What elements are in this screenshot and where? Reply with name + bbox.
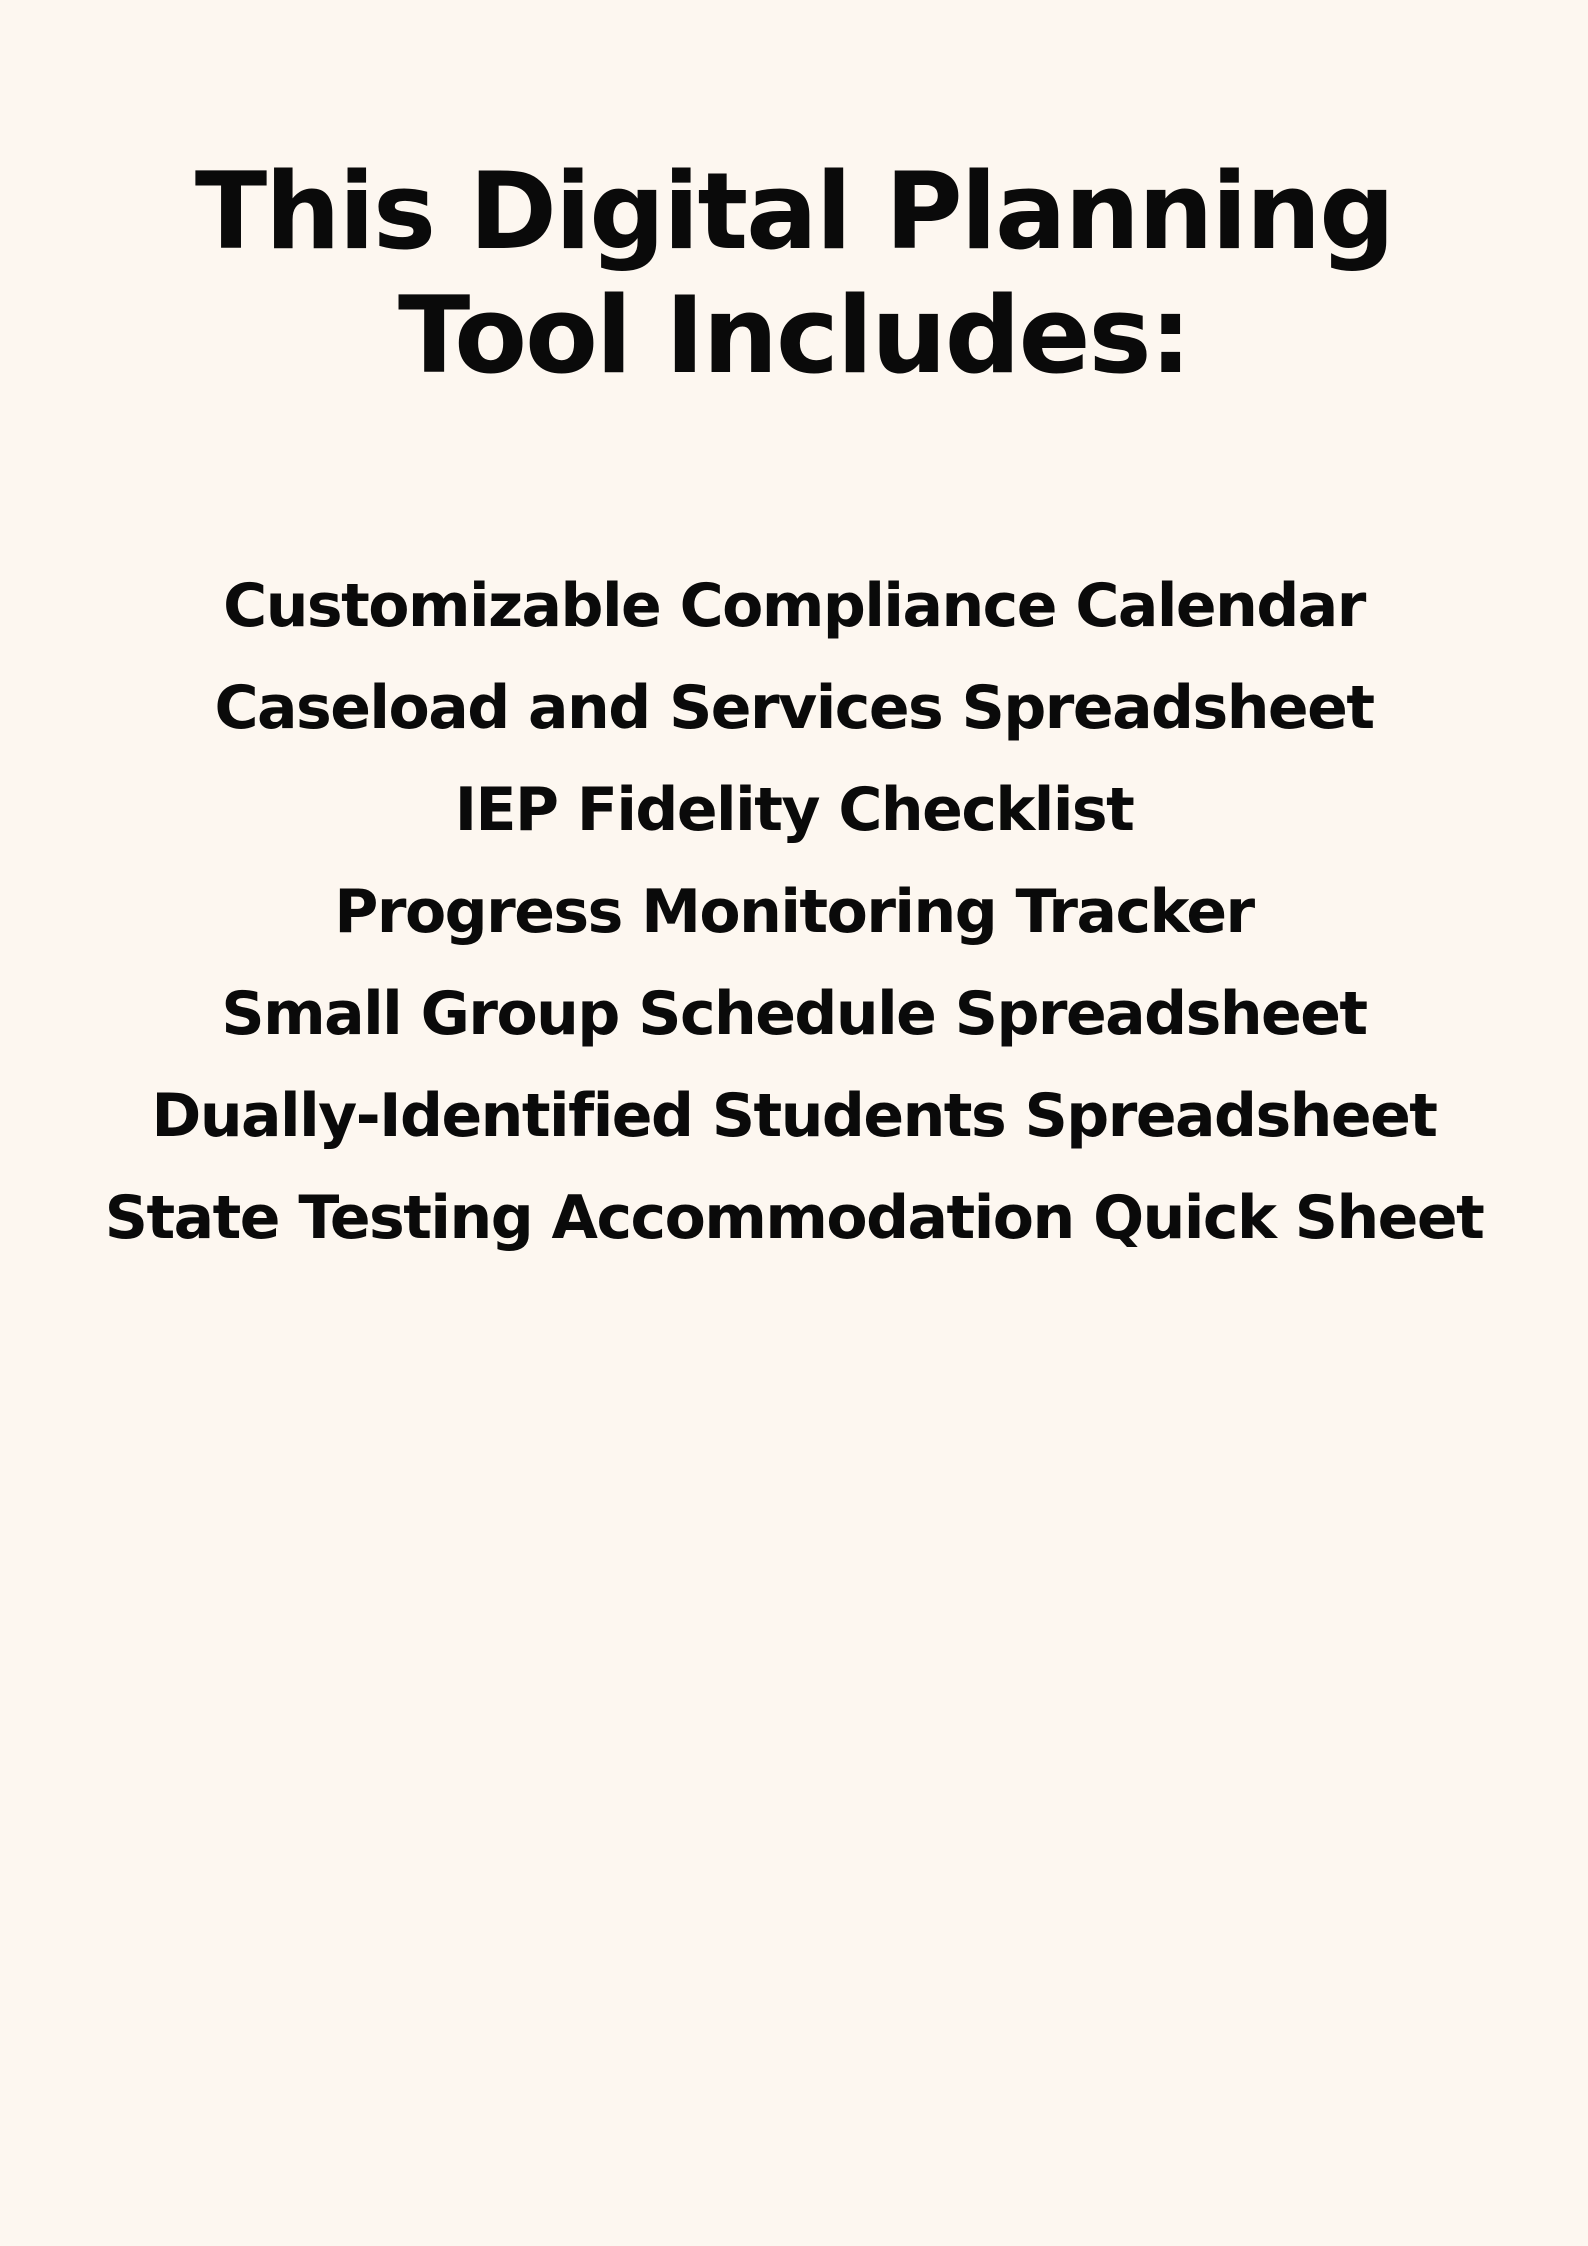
feature-list bbox=[0, 555, 1588, 1269]
feature-item-caseload-spreadsheet: Caseload and Services Spreadsheet bbox=[214, 673, 1374, 743]
feature-item-dually-identified-spreadsheet: Dually-Identified Students Spreadsheet bbox=[151, 1081, 1437, 1151]
feature-item-state-testing-sheet: State Testing Accommodation Quick Sheet bbox=[104, 1183, 1484, 1253]
feature-item-iep-fidelity-checklist: IEP Fidelity Checklist bbox=[454, 775, 1134, 845]
feature-item-progress-tracker: Progress Monitoring Tracker bbox=[334, 877, 1254, 947]
title-line-2: Tool Includes: bbox=[398, 274, 1190, 397]
title-line-1: This Digital Planning bbox=[194, 150, 1394, 273]
page-title bbox=[0, 150, 1588, 398]
feature-item-compliance-calendar: Customizable Compliance Calendar bbox=[223, 571, 1365, 641]
feature-item-small-group-schedule: Small Group Schedule Spreadsheet bbox=[221, 979, 1367, 1049]
